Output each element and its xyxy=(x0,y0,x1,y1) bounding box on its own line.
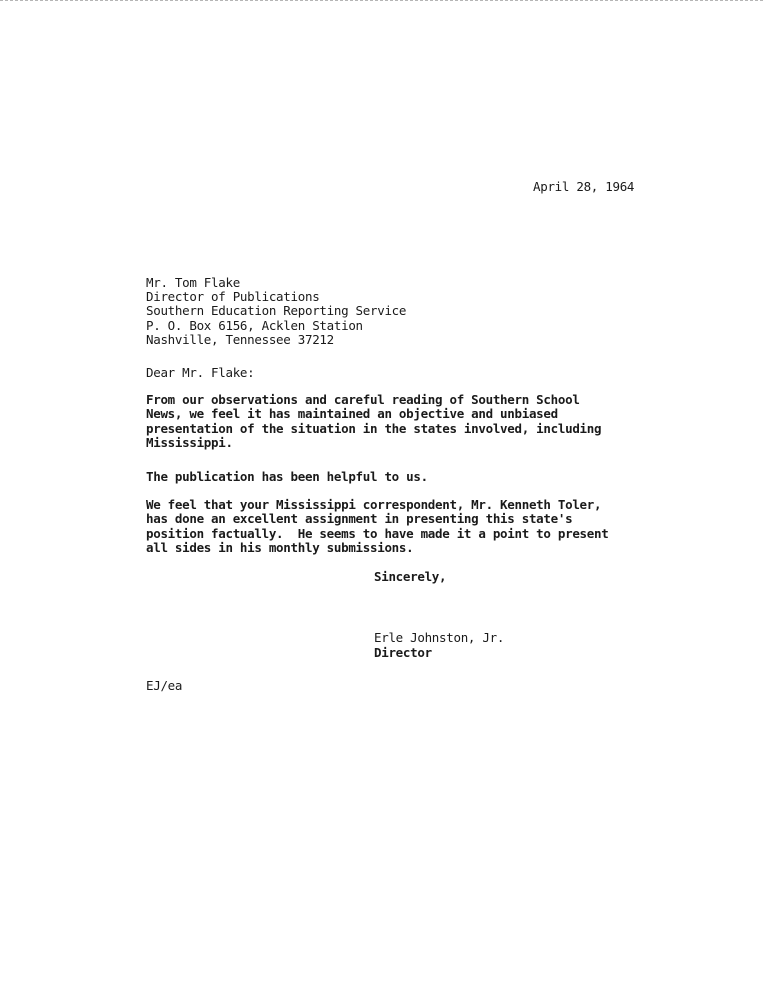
recipient-name: Mr. Tom Flake xyxy=(146,275,240,290)
recipient-address-line2: Nashville, Tennessee 37212 xyxy=(146,332,334,347)
typist-initials: EJ/ea xyxy=(146,678,183,693)
paragraph1-line: From our observations and careful reading of Southern School xyxy=(146,392,580,407)
paragraph1-line: presentation of the situation in the states involved, including xyxy=(146,421,602,436)
paragraph3-line: We feel that your Mississippi correspondent, Mr. Kenneth Toler, xyxy=(146,497,602,512)
recipient-address-line1: P. O. Box 6156, Acklen Station xyxy=(146,318,363,333)
paragraph1-line: Mississippi. xyxy=(146,435,233,450)
paragraph3-line: has done an excellent assignment in presenting this state's xyxy=(146,511,573,526)
salutation: Dear Mr. Flake: xyxy=(146,365,255,380)
signer-name: Erle Johnston, Jr. xyxy=(374,630,505,645)
recipient-organization: Southern Education Reporting Service xyxy=(146,303,407,318)
paragraph1-line: News, we feel it has maintained an objective and unbiased xyxy=(146,406,558,421)
recipient-title: Director of Publications xyxy=(146,289,320,304)
signer-title: Director xyxy=(374,645,432,660)
letter-date: April 28, 1964 xyxy=(533,179,635,194)
paragraph2-line: The publication has been helpful to us. xyxy=(146,469,428,484)
paragraph3-line: all sides in his monthly submissions. xyxy=(146,540,414,555)
paragraph3-line: position factually. He seems to have made it a point to present xyxy=(146,526,609,541)
closing: Sincerely, xyxy=(374,569,447,584)
